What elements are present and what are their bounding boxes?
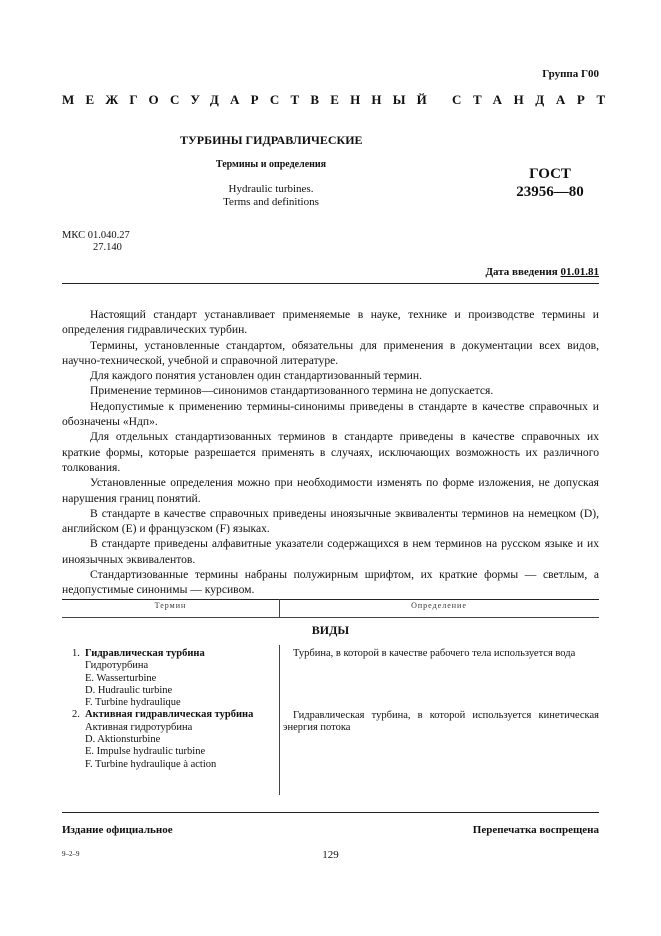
term-number: 1. [72, 648, 80, 659]
term-entry-2 [72, 709, 253, 770]
intro-text [62, 307, 599, 598]
paragraph: Для отдельных стандартизованных терминов в стандарте приведены в качестве справочных их краткие формы, которые разрешается применять в случаях, исключающих возможность их различного толкования. [62, 430, 599, 474]
print-code: 9–2–9 [62, 850, 80, 858]
paragraph: Применение терминов—синонимов стандартизованного термина не допускается. [90, 384, 494, 398]
definition-2: Гидравлическая турбина, в которой используется кинетическая энергия потока [283, 710, 599, 734]
gost-number: 23956—80 [516, 184, 584, 200]
english-title-line2: Terms and definitions [223, 196, 319, 208]
page-number: 129 [322, 849, 339, 861]
english-title [180, 183, 362, 209]
paragraph: Установленные определения можно при необходимости изменять по форме изложения, не допуская нарушения границ понятий. [62, 476, 599, 505]
term-line: Гидротурбина [85, 660, 149, 672]
document-title: ТУРБИНЫ ГИДРАВЛИЧЕСКИЕ [180, 133, 363, 147]
official-edition: Издание официальное [62, 824, 173, 836]
column-divider [279, 645, 280, 795]
english-title-line1: Hydraulic turbines. [228, 183, 314, 195]
document-subtitle: Термины и определения [215, 159, 327, 170]
paragraph: Стандартизованные термины набраны полужирным шрифтом, их краткие формы — светлым, а недопустимые синонимы — курсивом. [62, 568, 599, 597]
reprint-notice: Перепечатка воспрещена [472, 824, 599, 836]
paragraph: Для каждого понятия установлен один стандартизованный термин. [90, 369, 422, 383]
intro-date-label: Дата введения [485, 266, 561, 278]
paragraph: Настоящий стандарт устанавливает применяемые в науке, технике и производстве термины и определения гидравлических турбин. [62, 308, 599, 337]
banner-standard: СТАНДАРТ [452, 92, 617, 107]
term-entry-1 [72, 648, 253, 709]
term-number: 2. [72, 709, 80, 721]
term-line: D. Hudraulic turbine [85, 684, 173, 696]
table-header-rule [62, 617, 599, 618]
column-divider [279, 599, 280, 617]
intro-date [485, 266, 599, 278]
gost-designation [510, 165, 590, 201]
paragraph: В стандарте приведены алфавитные указатели содержащихся в нем терминов на русском языке и их иноязычных эквивалентов. [62, 537, 599, 566]
paragraph: В стандарте в качестве справочных приведены иноязычные эквиваленты терминов на немецком (D), английском (E) и французском (F) языках. [62, 506, 599, 536]
paragraph: Недопустимые к применению термины-синонимы приведены в стандарте в качестве справочных и обозначены «Ндп». [62, 399, 599, 429]
term-name: Активная гидравлическая турбина [85, 709, 254, 721]
mks-line2: 27.140 [93, 242, 122, 253]
column-header-definition: Определение [411, 601, 467, 610]
term-line: F. Turbine hydraulique à action [85, 758, 217, 770]
term-line: E. Wasserturbine [85, 672, 157, 684]
mks-line1: МКС 01.040.27 [62, 230, 130, 241]
header-divider [62, 283, 599, 284]
group-code: Группа Г00 [542, 68, 599, 80]
term-line: E. Impulse hydraulic turbine [85, 746, 206, 758]
term-line: Активная гидротурбина [85, 721, 193, 733]
table-top-rule [62, 599, 599, 600]
footer-rule [62, 812, 599, 813]
term-line: D. Aktionsturbine [85, 734, 161, 746]
term-column [72, 648, 253, 771]
mks-codes [62, 230, 130, 254]
section-heading: ВИДЫ [311, 623, 350, 637]
term-name: Гидравлическая турбина [85, 648, 205, 659]
term-line: F. Turbine hydraulique [85, 697, 181, 709]
definition-1: Турбина, в которой в качестве рабочего тела используется вода [293, 648, 576, 659]
paragraph: Термины, установленные стандартом, обязательны для применения в документации всех видов, научно-технической, учебной и справочной литературе. [62, 338, 599, 367]
banner-interstate: МЕЖГОСУДАРСТВЕННЫЙ [62, 92, 438, 107]
gost-label: ГОСТ [529, 166, 571, 182]
intro-date-value: 01.01.81 [560, 266, 599, 278]
column-header-term: Термин [154, 601, 187, 610]
